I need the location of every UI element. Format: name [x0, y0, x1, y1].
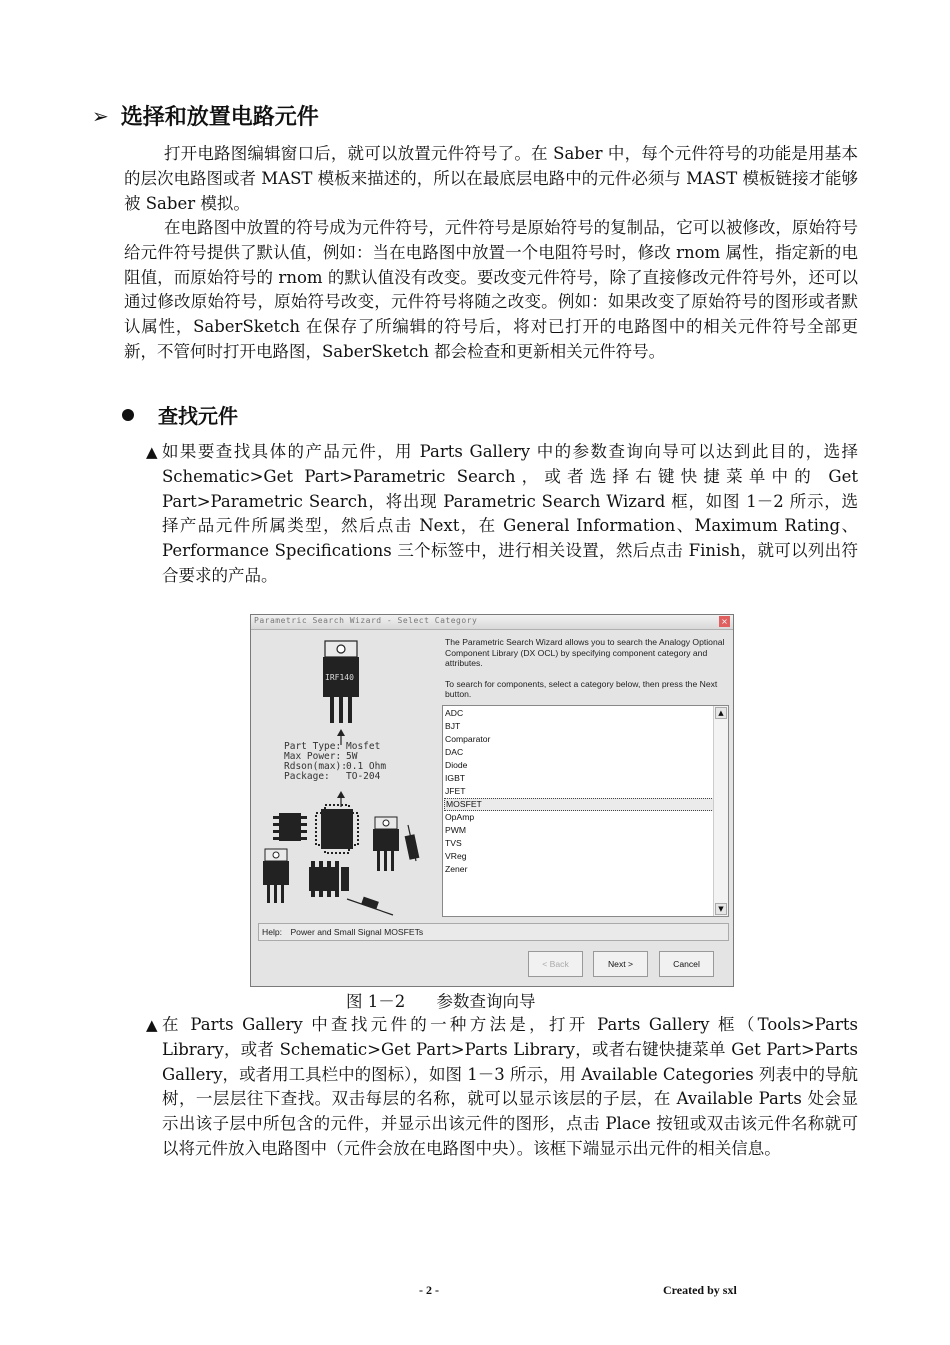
cancel-button[interactable]: Cancel — [659, 951, 714, 977]
spec-key: Part Type: — [284, 741, 342, 752]
instruction-text: To search for components, select a category below, then press the Next button. — [445, 678, 718, 699]
category-item-mosfet[interactable]: MOSFET — [444, 798, 714, 811]
wizard-dialog-figure — [250, 614, 734, 987]
dialog-title: Parametric Search Wizard - Select Category — [254, 616, 478, 625]
spec-value: 0.1 Ohm — [346, 761, 387, 772]
dialog-titlebar — [251, 615, 733, 630]
scroll-down-icon[interactable]: ▼ — [715, 903, 727, 915]
help-label: Help: — [262, 927, 283, 937]
left-to220-image — [263, 849, 289, 903]
figure-caption — [346, 988, 536, 1012]
category-item-diode[interactable]: Diode — [445, 760, 468, 770]
category-item-dac[interactable]: DAC — [445, 747, 464, 757]
small-to220-image — [373, 817, 399, 871]
spec-key: Package: — [284, 771, 330, 782]
dip-wide-image — [309, 861, 349, 897]
listbox-scrollbar[interactable] — [713, 706, 728, 916]
spec-key: Rdson(max): — [284, 761, 347, 772]
help-box — [258, 923, 729, 941]
arrow-bullet-icon: ➢ — [92, 103, 109, 128]
category-item-tvs[interactable]: TVS — [445, 838, 462, 848]
category-item-jfet[interactable]: JFET — [445, 786, 466, 796]
bullet-text: 如果要查找具体的产品元件，用 Parts Gallery 中的参数查询向导可以达到此目的，选择 Schematic>Get Part>Parametric Search，或者选择右键快捷菜单中的 Get Part>Parametric Search，将出现 Parametric Search Wizard 框，如图 1－2 所示，选择产品元件所属类型，然后点击 Next，在 General Information、Maximum Rating、Performance Specifications 三个标签中，进行相关设置，然后点击 Finish，就可以列出符合要求的产品。 — [162, 442, 858, 585]
category-item-vreg[interactable]: VReg — [445, 851, 467, 861]
part-spec-list — [284, 742, 386, 782]
section-heading — [92, 100, 319, 131]
back-button[interactable]: < Back — [528, 951, 583, 977]
category-listbox[interactable] — [442, 705, 729, 917]
spec-value: 5W — [346, 751, 358, 762]
category-item-pwm[interactable]: PWM — [445, 825, 467, 835]
close-icon[interactable]: × — [719, 616, 730, 627]
bullet-text: 在 Parts Gallery 中查找元件的一种方法是，打开 Parts Gallery 框（Tools>Parts Library，或者 Schematic>Get Part>Parts Library，或者右键快捷菜单 Get Part>Parts Gallery，或者用工具栏中的图标），如图 1－3 所示，用 Available Categories 列表中的导航树，一层层往下查找。双击每层的名称，就可以显示该层的子层，在 Available Parts 处会显示出该子层中所包含的元件，并显示出该元件的图形，点击 Place 按钮或双击该元件名称就可以将元件放入电路图中（元件会放在电路图中央）。该框下端显示出元件的相关信息。 — [162, 1015, 858, 1158]
spec-value: TO-204 — [346, 771, 381, 782]
scroll-up-icon[interactable]: ▲ — [715, 707, 727, 719]
category-item-bjt[interactable]: BJT — [445, 721, 461, 731]
qfp-chip-image — [316, 805, 358, 853]
caption-number: 图 1－2 — [346, 992, 406, 1011]
triangle-bullet-icon: ▲ — [146, 1016, 158, 1034]
paragraph-2: 在电路图中放置的符号成为元件符号，元件符号是原始符号的复制品，它可以被修改，原始符号给元件符号提供了默认值，例如：当在电路图中放置一个电阻符号时，修改 rnom 属性，指定新的电阻值，而原始符号的 rnom 的默认值没有改变。要改变元件符号，除了直接修改元件符号外，还可以通过修改原始符号，原始符号改变，元件符号将随之改变。例如：如果改变了原始符号的图形或者默认属性，SaberSketch 在保存了所编辑的符号后，将对已打开的电路图中的相关元件符号全部更新，不管何时打开电路图，SaberSketch 都会检查和更新相关元件符号。 — [124, 218, 858, 361]
description-text: The Parametric Search Wizard allows you to search the Analogy Optional Component Library (DX OCL) by specifying component category and attributes. — [445, 637, 725, 668]
category-item-zener[interactable]: Zener — [445, 864, 468, 874]
bullet-item-2 — [146, 1013, 858, 1162]
category-item-opamp[interactable]: OpAmp — [445, 812, 475, 822]
bullet-item-1 — [146, 440, 858, 589]
next-button[interactable]: Next > — [593, 951, 648, 977]
spec-row — [284, 772, 386, 782]
wizard-description — [445, 637, 731, 710]
dip-package-image — [273, 813, 307, 841]
category-item-igbt[interactable]: IGBT — [445, 773, 466, 783]
section-title: 选择和放置电路元件 — [120, 105, 319, 130]
subsection-heading — [122, 400, 238, 429]
part-label: IRF140 — [325, 673, 354, 682]
to220-package-image — [323, 641, 359, 723]
filled-circle-bullet-icon — [122, 409, 134, 421]
category-item-adc[interactable]: ADC — [445, 708, 464, 718]
axial-component-image — [405, 825, 420, 861]
spec-value: Mosfet — [346, 741, 381, 752]
page-number: - 2 - — [419, 1283, 439, 1297]
spec-key: Max Power: — [284, 751, 342, 762]
subsection-title: 查找元件 — [158, 404, 238, 428]
resistor-image — [347, 897, 393, 915]
triangle-bullet-icon: ▲ — [146, 443, 158, 461]
category-item-comparator[interactable]: Comparator — [445, 734, 491, 744]
help-text: Power and Small Signal MOSFETs — [290, 927, 424, 937]
footer-credit: Created by sxl — [663, 1283, 737, 1297]
caption-text: 参数查询向导 — [436, 992, 536, 1011]
paragraph-1: 打开电路图编辑窗口后，就可以放置元件符号了。在 Saber 中，每个元件符号的功能是用基本的层次电路图或者 MAST 模板来描述的，所以在最底层电路中的元件必须与 MAST 模板链接才能够被 Saber 模拟。 — [124, 144, 858, 213]
category-list — [444, 707, 714, 876]
